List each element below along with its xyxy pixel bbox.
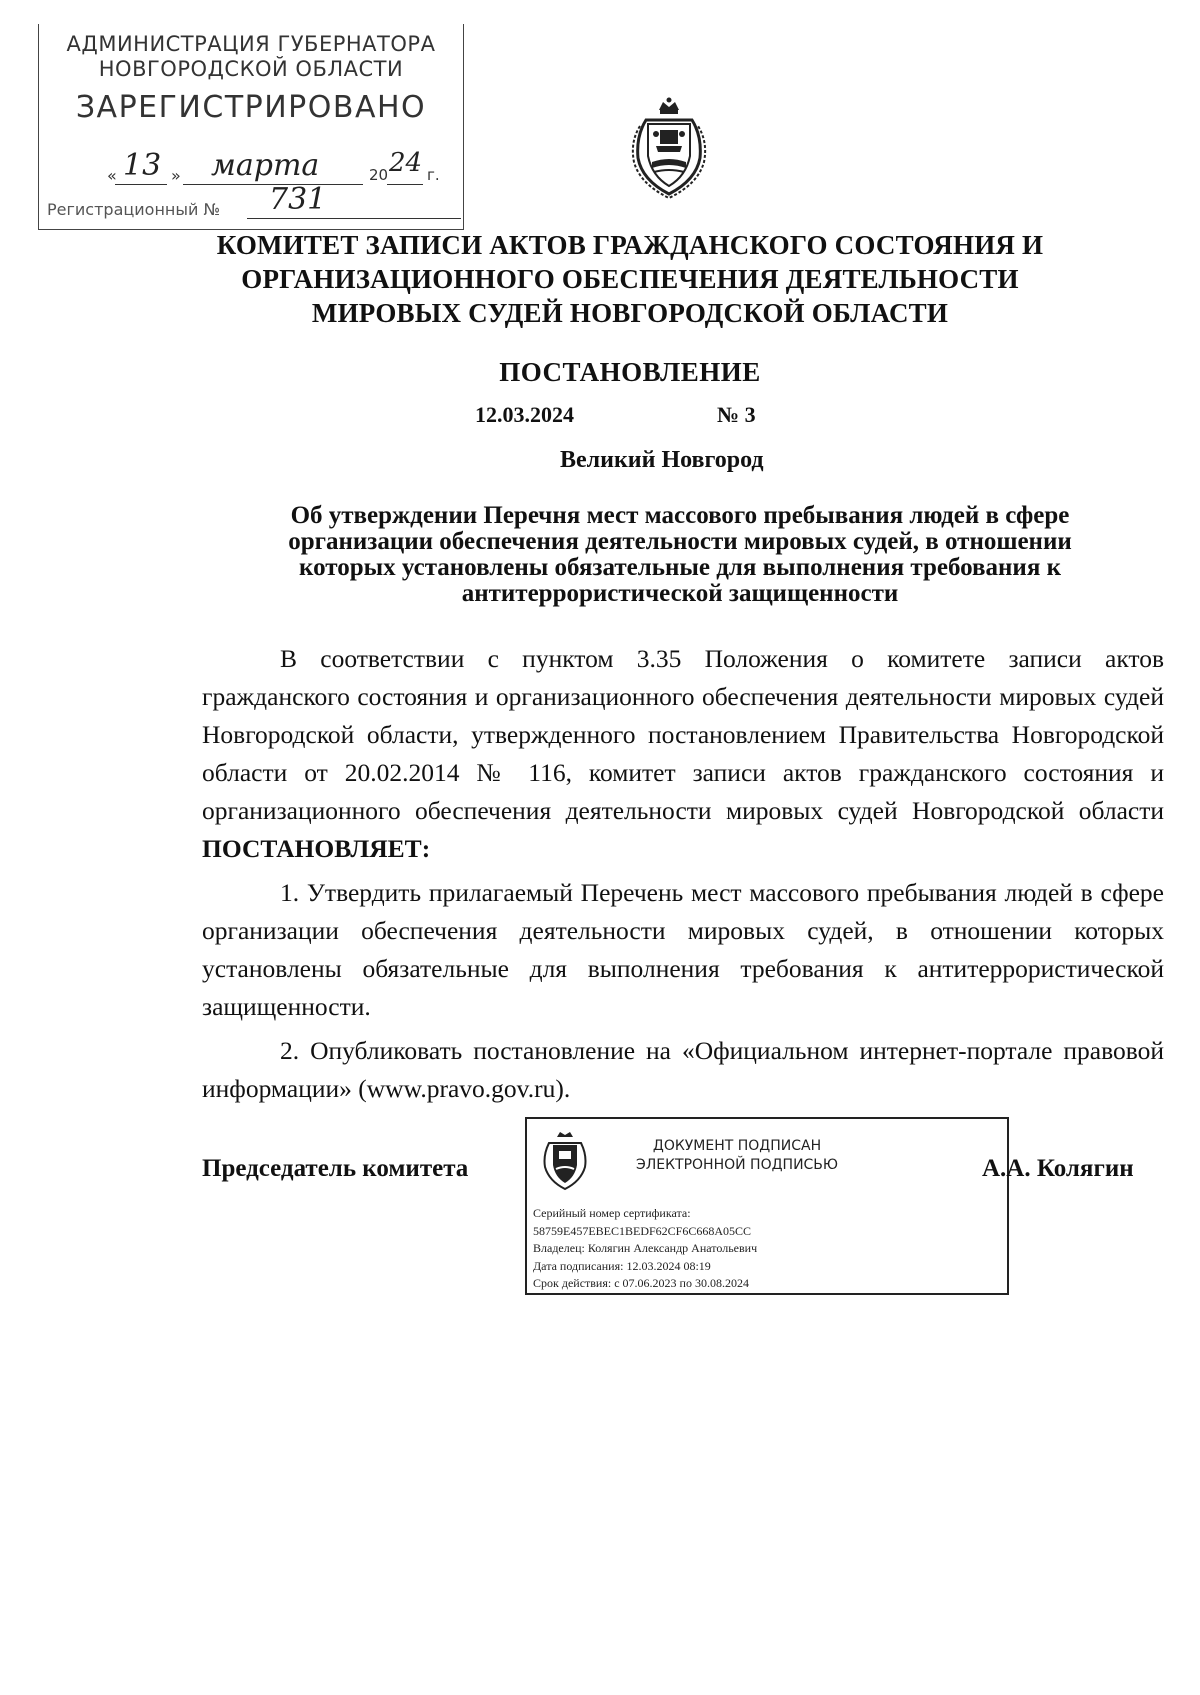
esig-details [533, 1205, 757, 1293]
document-body [202, 640, 1164, 1108]
stamp-year-prefix: 20 [369, 166, 389, 184]
stamp-day: 13 [123, 148, 162, 183]
esig-signed-date: Дата подписания: 12.03.2024 08:19 [533, 1258, 711, 1273]
esig-serial: 58759E457EBEC1BEDF62CF6C668A05CC [533, 1223, 752, 1238]
subject-line2: организации обеспечения деятельности мировых судей, в отношении [288, 528, 1072, 555]
subject-line4: антитеррористической защищенности [461, 580, 899, 607]
stamp-year-suffix: 24 [389, 148, 423, 178]
subject-line1: Об утверждении Перечня мест массового пребывания людей в сфере [290, 502, 1070, 529]
coat-of-arms-icon [626, 96, 712, 202]
stamp-reg-row [47, 182, 457, 219]
esig-validity: Срок действия: с 07.06.2023 по 30.08.2024 [533, 1276, 749, 1290]
agency-line1: КОМИТЕТ ЗАПИСИ АКТОВ ГРАЖДАНСКОГО СОСТОЯНИЯ И [216, 230, 1044, 260]
registration-stamp [38, 24, 464, 230]
signatory-name: А.А. Колягин [982, 1155, 1134, 1182]
subject-line3: которых установлены обязательные для выполнения требования к [299, 554, 1061, 581]
stamp-reg-number: 731 [269, 182, 327, 217]
stamp-org [39, 32, 463, 82]
signatory-title: Председатель комитета [202, 1155, 469, 1182]
esig-serial-label: Серийный номер сертификата: [533, 1206, 691, 1220]
agency-line3: МИРОВЫХ СУДЕЙ НОВГОРОДСКОЙ ОБЛАСТИ [311, 298, 949, 328]
intro-text: В соответствии с пунктом 3.35 Положения о комитете записи актов гражданского состояния и организационного обеспечения деятельности мировых судей Новгородской области, утвержденного постановлением Правительства Новгородской области от 20.02.2014 № 116, комитет записи актов гражданского состояния и организационного обеспечения деятельности мировых судей Новгородской области [202, 644, 1164, 825]
intro-paragraph [202, 640, 1164, 868]
agency-line2: ОРГАНИЗАЦИОННОГО ОБЕСПЕЧЕНИЯ ДЕЯТЕЛЬНОСТИ [241, 264, 1019, 294]
stamp-title: ЗАРЕГИСТРИРОВАНО [75, 90, 427, 125]
stamp-date-row: « 13 » марта 20 24 г. [107, 148, 440, 185]
stamp-year-unit: г. [427, 166, 440, 184]
esig-heading-line2: ЭЛЕКТРОННОЙ ПОДПИСЬЮ [635, 1157, 839, 1173]
stamp-org-line2: НОВГОРОДСКОЙ ОБЛАСТИ [98, 57, 404, 81]
agency-name [180, 228, 1080, 330]
document-number: № 3 [717, 402, 756, 427]
document-city: Великий Новгород [560, 447, 764, 473]
esig-heading-line1: ДОКУМЕНТ ПОДПИСАН [652, 1138, 822, 1154]
esig-heading [612, 1137, 862, 1175]
emblem-icon [539, 1129, 591, 1193]
electronic-signature-stamp [525, 1117, 1009, 1295]
document-subject [220, 503, 1140, 607]
document-type: ПОСТАНОВЛЕНИЕ [499, 357, 761, 387]
intro-resolution: ПОСТАНОВЛЯЕТ: [202, 834, 431, 863]
stamp-month: марта [211, 148, 320, 183]
item-1: 1. Утвердить прилагаемый Перечень мест массового пребывания людей в сфере организации обеспечения деятельности мировых судей, в отношении которых установлены обязательные для выполнения требования к антитеррористической защищенности. [202, 878, 1164, 1021]
esig-owner: Владелец: Колягин Александр Анатольевич [533, 1241, 758, 1255]
stamp-reg-label: Регистрационный № [47, 200, 221, 219]
stamp-org-line1: АДМИНИСТРАЦИЯ ГУБЕРНАТОРА [66, 32, 436, 56]
item-2: 2. Опубликовать постановление на «Официальном интернет-портале правовой информации» (www.pravo.gov.ru). [202, 1036, 1164, 1103]
document-date: 12.03.2024 [475, 402, 574, 427]
